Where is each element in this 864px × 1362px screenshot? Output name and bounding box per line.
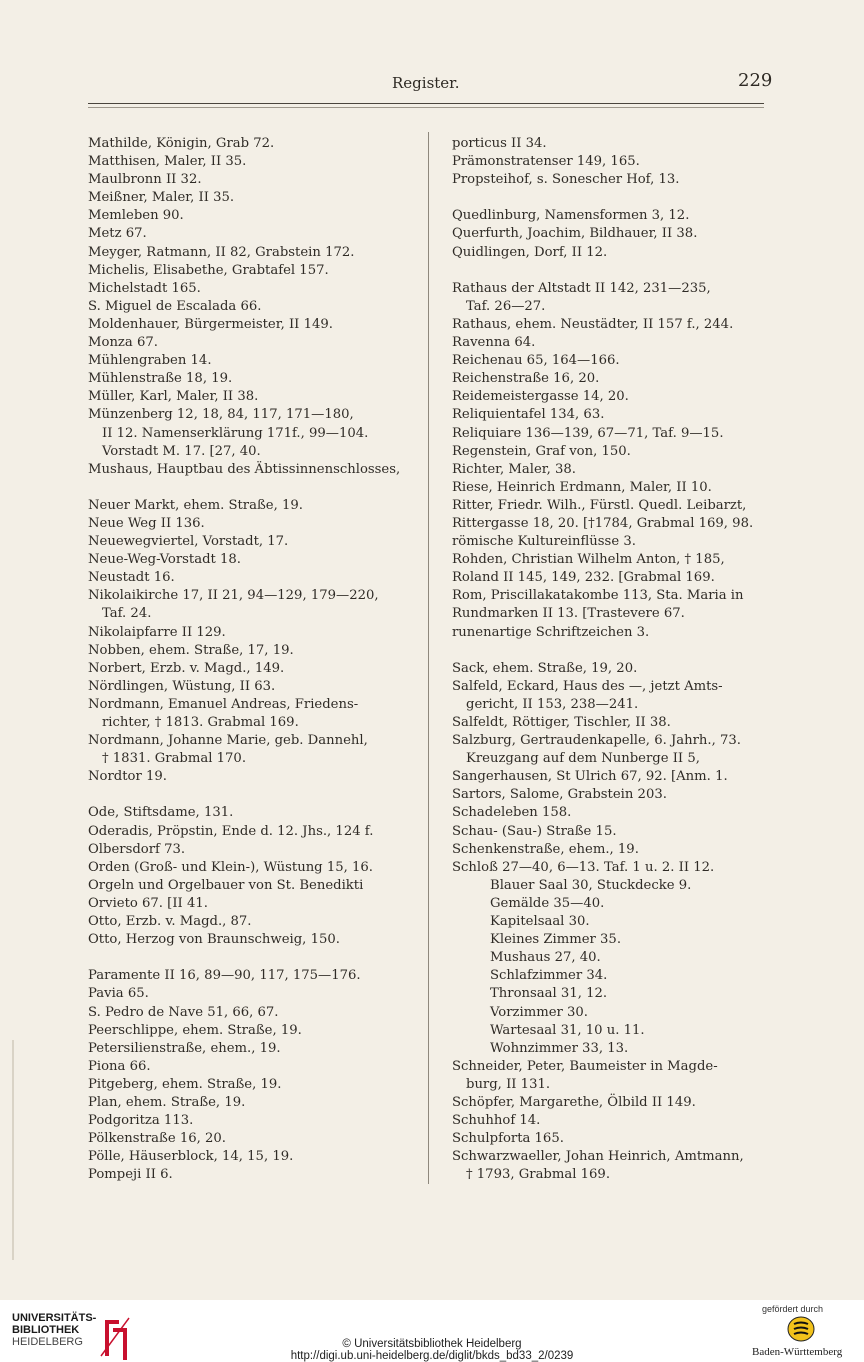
index-entry: Kapitelsaal 30. [490, 914, 590, 930]
index-entry: Piona 66. [88, 1058, 151, 1074]
page-number: 229 [738, 70, 773, 91]
index-entry: richter, † 1813. Grabmal 169. [102, 715, 299, 730]
index-entry: Rohden, Christian Wilhelm Anton, † 185, [452, 552, 725, 568]
index-entry: Quedlinburg, Namensformen 3, 12. [452, 208, 690, 224]
index-entry: Nordmann, Johanne Marie, geb. Dannehl, [88, 733, 368, 749]
index-entry: Ritter, Friedr. Wilh., Fürstl. Quedl. Leibarzt, [452, 497, 747, 513]
index-entry: S. Miguel de Escalada 66. [88, 298, 262, 314]
index-entry: Vorzimmer 30. [490, 1004, 589, 1020]
index-entry: Pölle, Häuserblock, 14, 15, 19. [88, 1149, 294, 1165]
index-entry: Schulpforta 165. [452, 1131, 564, 1147]
index-entry: Wartesaal 31, 10 u. 11. [490, 1022, 645, 1038]
index-entry: Meißner, Maler, II 35. [88, 190, 235, 206]
index-entry: burg, II 131. [466, 1076, 551, 1092]
library-name-line1: UNIVERSITÄTS- [12, 1312, 97, 1324]
index-entry: Rathaus der Altstadt II 142, 231—235, [452, 280, 711, 296]
header-rule-thin [88, 107, 764, 108]
index-entry: Pitgeberg, ehem. Straße, 19. [88, 1076, 282, 1092]
index-entry: Moldenhauer, Bürgermeister, II 149. [88, 316, 333, 332]
section-gap [452, 642, 774, 660]
index-entry: Salfeldt, Röttiger, Tischler, II 38. [452, 715, 671, 730]
index-entry: Richter, Maler, 38. [452, 461, 576, 477]
index-entry: Reichenstraße 16, 20. [452, 371, 600, 387]
index-entry: Orden (Groß- und Klein-), Wüstung 15, 16. [88, 859, 373, 875]
index-entry: Michelstadt 165. [88, 280, 201, 296]
index-entry: † 1793, Grabmal 169. [466, 1167, 611, 1183]
index-entry: Neuer Markt, ehem. Straße, 19. [88, 497, 303, 513]
index-entry: Schadeleben 158. [452, 805, 572, 821]
index-entry: Schlafzimmer 34. [490, 968, 608, 984]
index-entry: Neue Weg II 136. [88, 515, 205, 531]
index-entry: Ravenna 64. [452, 335, 536, 351]
index-entry: Quidlingen, Dorf, II 12. [452, 244, 608, 260]
funder-name: Baden-Württemberg [752, 1346, 843, 1358]
library-name-line2: BIBLIOTHEK [12, 1324, 80, 1336]
index-entry: Reliquientafel 134, 63. [452, 407, 605, 423]
index-entry: Oderadis, Pröpstin, Ende d. 12. Jhs., 124 f. [88, 823, 374, 839]
section-gap [88, 786, 410, 804]
page-edge-shadow [12, 1040, 14, 1260]
index-entry: Pavia 65. [88, 986, 149, 1002]
index-entry: Propsteihof, s. Sonescher Hof, 13. [452, 172, 680, 188]
index-entry: Peerschlippe, ehem. Straße, 19. [88, 1022, 302, 1038]
index-entry: Metz 67. [88, 226, 147, 242]
index-entry: Schwarzwaeller, Johan Heinrich, Amtmann, [452, 1149, 744, 1165]
header-rule [88, 103, 764, 104]
column-divider [428, 132, 429, 1184]
index-entry: Memleben 90. [88, 208, 184, 224]
library-name-line3: HEIDELBERG [12, 1336, 83, 1348]
index-entry: Otto, Herzog von Braunschweig, 150. [88, 932, 340, 948]
index-entry: S. Pedro de Nave 51, 66, 67. [88, 1004, 279, 1020]
index-entry: Sartors, Salome, Grabstein 203. [452, 787, 667, 803]
index-entry: Mushaus, Hauptbau des Äbtissinnenschlosses, [88, 461, 401, 477]
index-entry: Sack, ehem. Straße, 19, 20. [452, 660, 638, 676]
index-entry: Podgoritza 113. [88, 1113, 194, 1129]
index-entry: Rom, Priscillakatakombe 113, Sta. Maria in [452, 588, 744, 604]
index-entry: Monza 67. [88, 335, 158, 351]
index-entry: Pompeji II 6. [88, 1167, 173, 1183]
index-entry: Prämonstratenser 149, 165. [452, 154, 640, 170]
index-entry: Schneider, Peter, Baumeister in Magde- [452, 1058, 718, 1074]
index-entry: Münzenberg 12, 18, 84, 117, 171—180, [88, 407, 354, 423]
index-entry: gericht, II 153, 238—241. [466, 696, 639, 712]
index-entry: Riese, Heinrich Erdmann, Maler, II 10. [452, 479, 712, 495]
index-column-left [88, 135, 410, 1184]
index-entry: Schöpfer, Margarethe, Ölbild II 149. [452, 1094, 696, 1110]
index-entry: Salzburg, Gertraudenkapelle, 6. Jahrh., 73. [452, 733, 741, 749]
index-entry: Reichenau 65, 164—166. [452, 353, 620, 369]
index-entry: Kleines Zimmer 35. [490, 932, 622, 948]
index-entry: Petersilienstraße, ehem., 19. [88, 1040, 281, 1056]
index-entry: runenartige Schriftzeichen 3. [452, 624, 650, 640]
index-entry: Regenstein, Graf von, 150. [452, 443, 631, 459]
funded-by-label: gefördert durch [762, 1304, 824, 1314]
index-entry: Maulbronn II 32. [88, 172, 202, 188]
index-entry: römische Kultureinflüsse 3. [452, 534, 636, 550]
index-entry: Meyger, Ratmann, II 82, Grabstein 172. [88, 244, 355, 260]
index-entry: Roland II 145, 149, 232. [Grabmal 169. [452, 570, 715, 586]
copyright-notice: © Universitätsbibliothek Heidelberg [342, 1338, 522, 1350]
index-entry: Orgeln und Orgelbauer von St. Benedikti [88, 877, 364, 893]
index-entry: Kreuzgang auf dem Nunberge II 5, [466, 751, 700, 767]
index-entry: Taf. 26—27. [466, 298, 546, 314]
index-entry: Sangerhausen, St Ulrich 67, 92. [Anm. 1. [452, 769, 728, 785]
index-entry: Michelis, Elisabethe, Grabtafel 157. [88, 262, 329, 278]
index-entry: Wohnzimmer 33, 13. [490, 1040, 629, 1056]
index-entry: Rundmarken II 13. [Trastevere 67. [452, 606, 685, 622]
index-entry: Rittergasse 18, 20. [†1784, Grabmal 169, 98. [452, 515, 754, 531]
index-entry: Nordmann, Emanuel Andreas, Friedens- [88, 696, 359, 712]
index-entry: Schenkenstraße, ehem., 19. [452, 841, 639, 857]
index-entry: Olbersdorf 73. [88, 841, 186, 857]
index-entry: Matthisen, Maler, II 35. [88, 154, 247, 170]
index-entry: Reliquiare 136—139, 67—71, Taf. 9—15. [452, 425, 724, 441]
footer-bar [0, 1300, 864, 1362]
index-entry: Blauer Saal 30, Stuckdecke 9. [490, 877, 692, 893]
index-entry: Plan, ehem. Straße, 19. [88, 1094, 246, 1110]
index-column-right [452, 135, 774, 1184]
index-entry: Mühlenstraße 18, 19. [88, 371, 233, 387]
index-entry: Müller, Karl, Maler, II 38. [88, 389, 259, 405]
index-entry: Ode, Stiftsdame, 131. [88, 805, 234, 821]
index-entry: Neustadt 16. [88, 570, 175, 586]
index-entry: Taf. 24. [102, 606, 152, 622]
index-entry: † 1831. Grabmal 170. [102, 751, 247, 767]
index-entry: Nördlingen, Wüstung, II 63. [88, 678, 276, 694]
running-title: Register. [392, 74, 460, 92]
index-entry: Reidemeistergasse 14, 20. [452, 389, 629, 405]
permalink-url[interactable]: http://digi.ub.uni-heidelberg.de/diglit/bkds_bd33_2/0239 [290, 1350, 574, 1362]
index-entry: Mühlengraben 14. [88, 353, 212, 369]
index-entry: Pölkenstraße 16, 20. [88, 1131, 226, 1147]
section-gap [88, 949, 410, 967]
index-entry: Thronsaal 31, 12. [490, 986, 608, 1002]
index-entry: Norbert, Erzb. v. Magd., 149. [88, 660, 285, 676]
index-entry: Schuhhof 14. [452, 1113, 541, 1129]
index-entry: Schloß 27—40, 6—13. Taf. 1 u. 2. II 12. [452, 859, 715, 875]
index-entry: II 12. Namenserklärung 171f., 99—104. [102, 425, 369, 441]
section-gap [452, 189, 774, 207]
index-entry: Paramente II 16, 89—90, 117, 175—176. [88, 968, 361, 984]
index-entry: Neuewegviertel, Vorstadt, 17. [88, 534, 289, 550]
baden-wuerttemberg-crest-icon [787, 1316, 815, 1342]
index-entry: Mathilde, Königin, Grab 72. [88, 136, 275, 151]
index-entry: Neue-Weg-Vorstadt 18. [88, 552, 241, 568]
index-entry: Rathaus, ehem. Neustädter, II 157 f., 244. [452, 316, 734, 332]
index-entry: Salfeld, Eckard, Haus des —, jetzt Amts- [452, 678, 723, 694]
index-entry: Schau- (Sau-) Straße 15. [452, 823, 617, 839]
section-gap [88, 479, 410, 497]
index-entry: Nikolaikirche 17, II 21, 94—129, 179—220, [88, 588, 379, 604]
index-entry: Mushaus 27, 40. [490, 950, 601, 966]
index-entry: Orvieto 67. [II 41. [88, 895, 208, 911]
index-entry: Nordtor 19. [88, 769, 167, 785]
section-gap [452, 262, 774, 280]
index-entry: Nobben, ehem. Straße, 17, 19. [88, 642, 294, 658]
index-entry: Vorstadt M. 17. [27, 40. [102, 443, 261, 459]
index-entry: Gemälde 35—40. [490, 895, 605, 911]
index-entry: porticus II 34. [452, 136, 547, 151]
index-entry: Otto, Erzb. v. Magd., 87. [88, 914, 252, 930]
index-entry: Nikolaipfarre II 129. [88, 624, 226, 640]
index-entry: Querfurth, Joachim, Bildhauer, II 38. [452, 226, 698, 242]
